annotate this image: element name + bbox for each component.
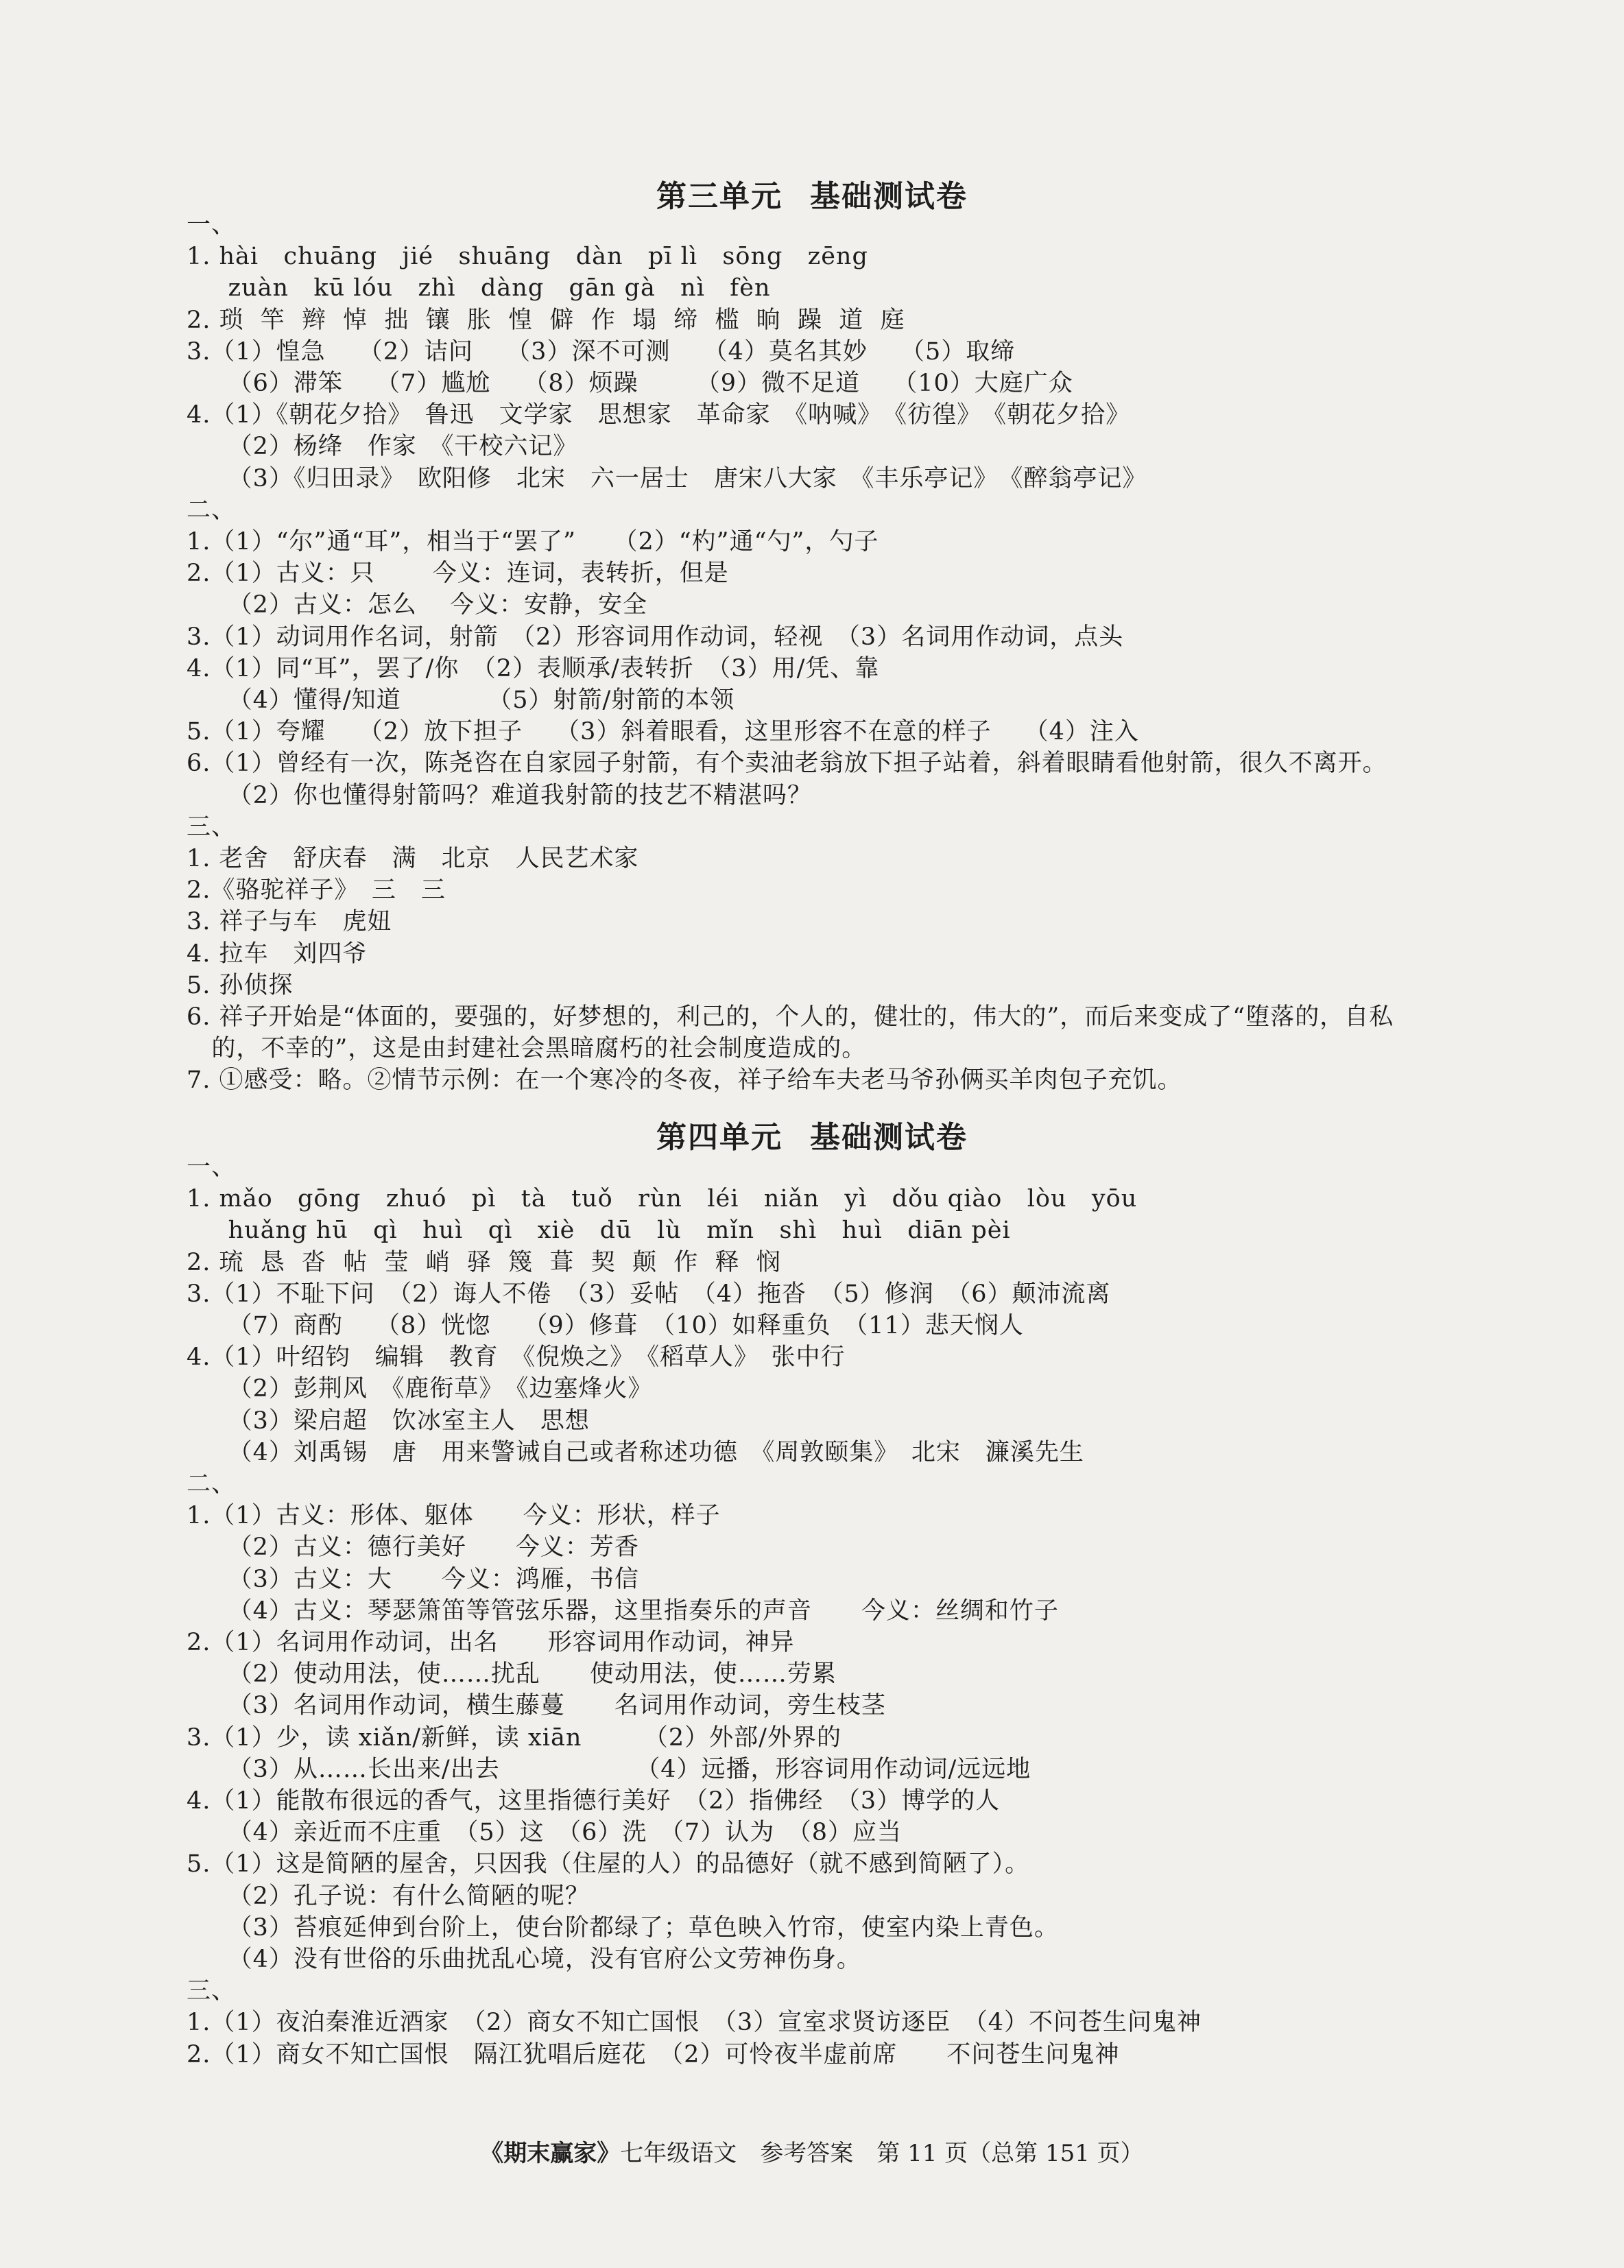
answer-line: 5.（1）这是简陋的屋舍，只因我（住屋的人）的品德好（就不感到简陋了）。 [187,1850,1030,1878]
answer-line: （4）没有世俗的乐曲扰乱心境，没有官府公文劳神伤身。 [187,1946,861,1973]
answer-line: 二、 [187,1470,237,1498]
answer-line: 5.（1）夸耀 （2）放下担子 （3）斜着眼看，这里形容不在意的样子 （4）注入 [187,718,1139,746]
answer-line: 1. hài chuāng jié shuāng dàn pī lì sōng zēng [187,243,868,271]
answer-line: （3）梁启超 饮冰室主人 思想 [187,1407,590,1435]
answer-line: 1. mǎo gōng zhuó pì tà tuǒ rùn léi niǎn yì dǒu qiào lòu yōu [187,1185,1138,1213]
answer-line: 1.（1）“尔”通“耳”，相当于“罢了” （2）“杓”通“勺”，勺子 [187,528,879,556]
answer-line: 三、 [187,1977,237,2005]
answer-line: huǎng hū qì huì qì xiè dū lù mǐn shì huì diān pèi [187,1217,1011,1245]
answer-line: 2. 琐 竿 辫 悼 拙 镶 胀 惶 僻 作 塌 缔 槛 晌 躁 道 庭 [187,306,905,334]
answer-line: 6.（1）曾经有一次，陈尧咨在自家园子射箭，有个卖油老翁放下担子站着，斜着眼睛看他射箭，很久不离开。 [187,750,1387,778]
answer-line: 一、 [187,211,237,239]
answer-line: 6. 祥子开始是“体面的，要强的，好梦想的，利己的，个人的，健壮的，伟大的”，而后来变成了“堕落的，自私 [187,1003,1394,1031]
answer-line: 2.（1）商女不知亡国恨 隔江犹唱后庭花 （2）可怜夜半虚前席 不问苍生问鬼神 [187,2040,1120,2068]
unit3-title-part2: 基础测试卷 [810,179,968,214]
answer-line: 3. 祥子与车 虎妞 [187,908,392,936]
answer-line: （4）亲近而不庄重 （5）这 （6）洗 （7）认为 （8）应当 [187,1819,902,1847]
answer-line: （2）杨绛 作家 《干校六记》 [187,433,578,461]
answer-line: 4. 拉车 刘四爷 [187,940,368,968]
answer-line: （2）使动用法，使……扰乱 使动用法，使……劳累 [187,1660,837,1688]
answer-line: （3）《归田录》 欧阳修 北宋 六一居士 唐宋八大家 《丰乐亭记》 《醉翁亭记》 [187,464,1147,492]
answer-line: （3）苔痕延伸到台阶上，使台阶都绿了；草色映入竹帘，使室内染上青色。 [187,1913,1059,1942]
answer-line: 4.（1）能散布很远的香气，这里指德行美好 （2）指佛经 （3）博学的人 [187,1787,1001,1815]
answer-line: （4）刘禹锡 唐 用来警诫自己或者称述功德 《周敦颐集》 北宋 濂溪先生 [187,1438,1084,1466]
answer-line: 二、 [187,496,237,524]
answer-line: 1.（1）古义：形体、躯体 今义：形状，样子 [187,1502,721,1530]
answer-line: 2. 琉 恳 沓 帖 莹 峭 驿 篾 葺 契 颠 作 释 悯 [187,1248,781,1276]
answer-line: 3.（1）惶急 （2）诘问 （3）深不可测 （4）莫名其妙 （5）取缔 [187,337,1016,366]
unit4-title-part1: 第四单元 [656,1120,783,1155]
answer-line: 的，不幸的”，这是由封建社会黑暗腐朽的社会制度造成的。 [187,1035,867,1063]
answer-line: （4）懂得/知道 （5）射箭/射箭的本领 [187,687,735,714]
answer-line: 三、 [187,813,237,841]
answer-line: 2.《骆驼祥子》 三 三 [187,876,446,905]
answer-line: （3）古义：大 今义：鸿雁，书信 [187,1565,639,1593]
answer-line: （2）古义：德行美好 今义：芳香 [187,1533,639,1562]
answer-line: 3.（1）不耻下问 （2）诲人不倦 （3）妥帖 （4）拖沓 （5）修润 （6）颠沛流离 [187,1280,1111,1308]
answer-line: （2）古义：怎么 今义：安静，安全 [187,591,648,619]
unit4-title-part2: 基础测试卷 [810,1120,968,1155]
answer-line: （6）滞笨 （7）尴尬 （8）烦躁 （9）微不足道 （10）大庭广众 [187,370,1073,397]
answer-line: zuàn kū lóu zhì dàng gān gà nì fèn [187,274,771,302]
page-footer [0,2134,1624,2168]
answer-line: 1.（1）夜泊秦淮近酒家 （2）商女不知亡国恨 （3）宣室求贤访逐臣 （4）不问苍生问鬼神 [187,2009,1202,2037]
answer-line: 1. 老舍 舒庆春 满 北京 人民艺术家 [187,845,639,872]
answer-line: 2.（1）古义：只 今义：连词，表转折，但是 [187,560,729,588]
answer-line: 7. ①感受：略。②情节示例：在一个寒冷的冬夜，祥子给车夫老马爷孙俩买羊肉包子充饥。 [187,1066,1182,1095]
answer-line: 2.（1）名词用作动词，出名 形容词用作动词，神异 [187,1629,795,1656]
answer-line: （7）商酌 （8）恍惚 （9）修葺 （10）如释重负 （11）悲天悯人 [187,1312,1024,1339]
answer-line: （3）从……长出来/出去 （4）远播，形容词用作动词/远远地 [187,1755,1031,1783]
answer-line: 3.（1）动词用作名词，射箭 （2）形容词用作动词，轻视 （3）名词用作动词，点头 [187,623,1124,651]
unit3-title-part1: 第三单元 [656,179,783,214]
answer-line: （3）名词用作动词，横生藤蔓 名词用作动词，旁生枝茎 [187,1692,886,1720]
answer-line: 5. 孙侦探 [187,971,294,999]
answer-line: （4）古义：琴瑟箫笛等管弦乐器，这里指奏乐的声音 今义：丝绸和竹子 [187,1597,1059,1625]
unit3-title [0,171,1624,215]
answer-line: （2）彭荆风 《鹿衔草》 《边塞烽火》 [187,1375,653,1403]
answer-line: 4.（1）同“耳”，罢了/你 （2）表顺承/表转折 （3）用/凭、靠 [187,654,880,682]
answer-line: （2）孔子说：有什么简陋的呢？ [187,1882,590,1910]
answer-line: 一、 [187,1154,237,1181]
footer-page-info: 七年级语文 参考答案 第 11 页（总第 151 页） [620,2140,1144,2167]
answer-line: （2）你也懂得射箭吗？难道我射箭的技艺不精湛吗？ [187,781,812,809]
answer-line: 4.（1）《朝花夕拾》 鲁迅 文学家 思想家 革命家 《呐喊》 《彷徨》 《朝花夕拾》 [187,401,1131,429]
footer-book-title: 《期末赢家》 [480,2140,621,2167]
answer-line: 3.（1）少，读 xiǎn/新鲜，读 xiān （2）外部/外界的 [187,1723,841,1752]
answer-line: 4.（1）叶绍钧 编辑 教育 《倪焕之》 《稻草人》 张中行 [187,1344,846,1372]
unit4-title [0,1112,1624,1156]
